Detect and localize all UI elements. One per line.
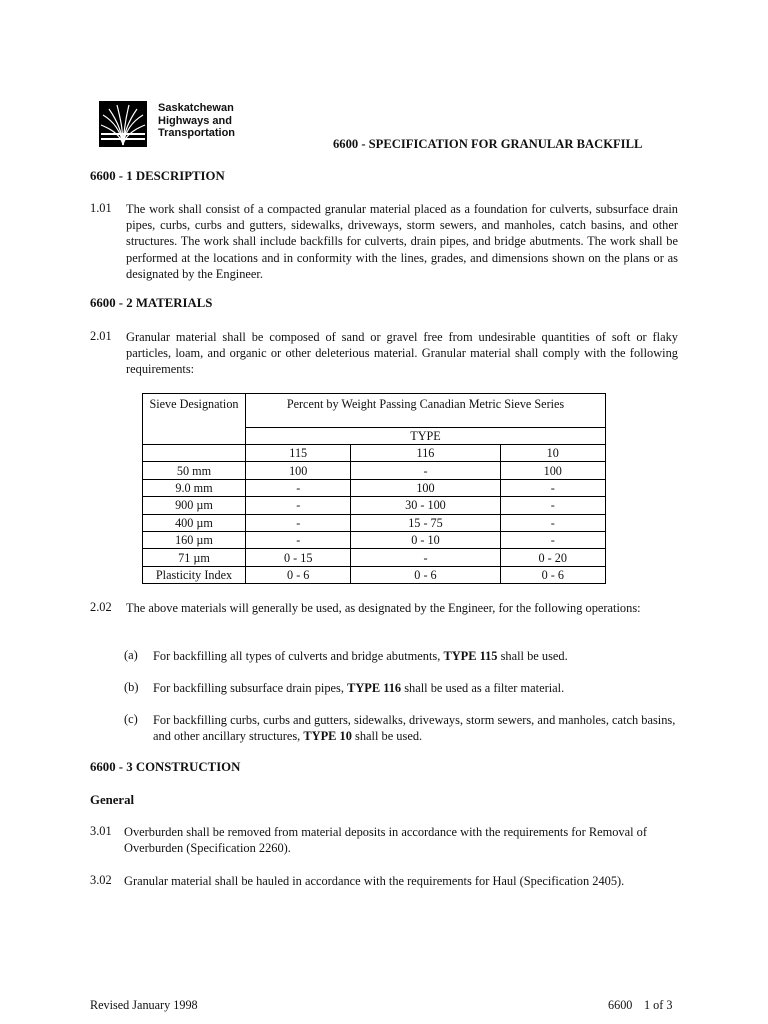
value-cell: 0 - 10 [351, 531, 500, 548]
item-a-pre: For backfilling all types of culverts and bridge abutments, [153, 649, 444, 663]
value-cell: 100 [246, 462, 351, 479]
sieve-cell: 900 µm [143, 497, 246, 514]
value-cell: - [500, 531, 605, 548]
type-column-10: 10 [500, 445, 605, 462]
value-cell: - [246, 531, 351, 548]
sieve-cell: 9.0 mm [143, 479, 246, 496]
para-1-01-number: 1.01 [90, 201, 112, 215]
type-column-115: 115 [246, 445, 351, 462]
para-2-01-number: 2.01 [90, 329, 112, 343]
table-row [143, 462, 606, 479]
item-a-label: (a) [124, 648, 138, 662]
value-cell: 100 [500, 462, 605, 479]
org-line-1: Saskatchewan [158, 102, 234, 114]
value-cell: 0 - 6 [246, 566, 351, 583]
para-2-02-text: The above materials will generally be used, as designated by the Engineer, for the following operations: [126, 601, 641, 615]
value-cell: - [246, 514, 351, 531]
value-cell: 30 - 100 [351, 497, 500, 514]
value-cell: - [500, 514, 605, 531]
value-cell: - [351, 549, 500, 566]
value-cell: 0 - 6 [500, 566, 605, 583]
footer-revised-date: Revised January 1998 [90, 998, 198, 1012]
item-b-post: shall be used as a filter material. [401, 681, 565, 695]
value-cell: 100 [351, 479, 500, 496]
org-line-3: Transportation [158, 127, 236, 139]
section-3-heading: 6600 - 3 CONSTRUCTION [90, 760, 241, 774]
table-row [143, 479, 606, 496]
table-row [143, 497, 606, 514]
item-b-pre: For backfilling subsurface drain pipes, [153, 681, 348, 695]
table-row [143, 531, 606, 548]
section-2-heading: 6600 - 2 MATERIALS [90, 296, 213, 310]
para-3-02-text: Granular material shall be hauled in accordance with the requirements for Haul (Specification 2405). [124, 874, 625, 888]
sieve-cell: Plasticity Index [143, 566, 246, 583]
value-cell: - [500, 497, 605, 514]
type-header: TYPE [246, 428, 606, 445]
type-blank-cell [143, 445, 246, 462]
item-a-text [153, 648, 678, 664]
footer-page-number: 1 of 3 [644, 998, 673, 1012]
value-cell: 15 - 75 [351, 514, 500, 531]
item-b-label: (b) [124, 680, 139, 694]
table-row [143, 514, 606, 531]
item-c-post: shall be used. [351, 729, 423, 744]
value-cell: - [246, 497, 351, 514]
sieve-cell: 160 µm [143, 531, 246, 548]
item-c-text [153, 712, 678, 744]
value-cell: 0 - 6 [351, 566, 500, 583]
wheat-sheaf-logo-icon [99, 101, 147, 147]
general-subheading: General [90, 793, 135, 807]
para-1-01-text: The work shall consist of a compacted granular material placed as a foundation for culverts, subsurface drain pipes, curbs, curbs and gutters, sidewalks, driveways, storm sewers, and manholes, catch basins, and other structures. The work shall include backfills for culverts, drain pipes, and bridge abutments. The work shall be performed at the locations and in conformity with the lines, grades, and dimensions shown on the plans or as designated by the Engineer. [126, 202, 678, 281]
value-cell: - [500, 479, 605, 496]
org-line-2: Highways and [158, 114, 232, 127]
item-a-type: TYPE 115 [443, 649, 498, 663]
section-1-heading: 6600 - 1 DESCRIPTION [90, 169, 225, 183]
para-3-01-number: 3.01 [90, 824, 112, 838]
sieve-table [142, 393, 606, 584]
para-2-01-text: Granular material shall be composed of sand or gravel free from undesirable quantities of soft or flaky particles, loam, and organic or other deleterious material. Granular material shall comply with the following requirements: [126, 330, 678, 377]
sieve-designation-header: Sieve Designation [143, 394, 246, 445]
item-c-label: (c) [124, 712, 138, 726]
para-3-02-number: 3.02 [90, 873, 112, 887]
para-2-02-number: 2.02 [90, 600, 112, 614]
item-b-type: TYPE 116 [347, 681, 402, 695]
value-cell: 0 - 15 [246, 549, 351, 566]
footer-spec-number: 6600 [608, 998, 633, 1012]
type-column-116: 116 [351, 445, 500, 462]
document-title: 6600 - SPECIFICATION FOR GRANULAR BACKFILL [333, 137, 643, 151]
sieve-cell: 71 µm [143, 549, 246, 566]
sieve-cell: 400 µm [143, 514, 246, 531]
table-row [143, 566, 606, 583]
percent-passing-header: Percent by Weight Passing Canadian Metric Sieve Series [246, 394, 606, 428]
organization-name [158, 102, 235, 140]
para-3-01-text: Overburden shall be removed from material deposits in accordance with the requirements for Removal of Overburden (Specification 2260). [124, 825, 647, 856]
item-a-post: shall be used. [497, 649, 568, 663]
value-cell: - [351, 462, 500, 479]
item-b-text [153, 680, 678, 696]
sieve-cell: 50 mm [143, 462, 246, 479]
value-cell: 0 - 20 [500, 549, 605, 566]
table-row [143, 549, 606, 566]
item-c-type: TYPE 10 [303, 729, 352, 744]
item-c-pre: For backfilling curbs, curbs and gutters, sidewalks, driveways, storm sewers, and manholes, catch basins, and other ancillary structures, [153, 713, 676, 744]
value-cell: - [246, 479, 351, 496]
